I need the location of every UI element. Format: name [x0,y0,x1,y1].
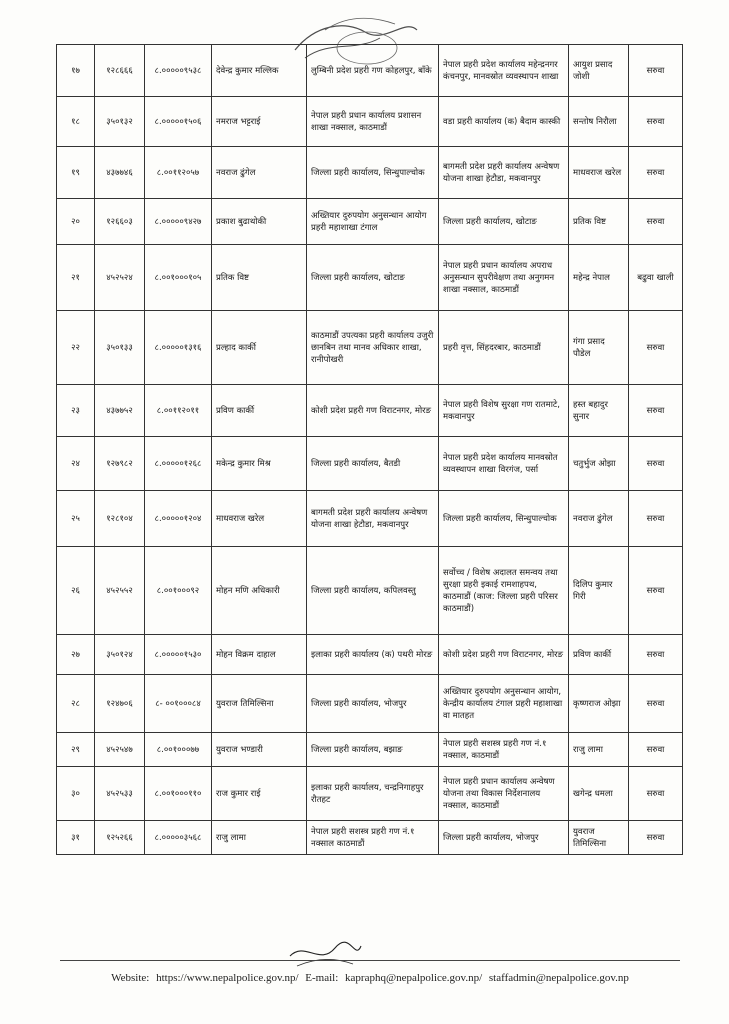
replacement-name-cell: आयुश प्रसाद जोशी [569,45,629,97]
employee-name-cell: राजु लामा [212,821,307,855]
table-row [57,385,683,437]
footer-website-link[interactable]: https://www.nepalpolice.gov.np/ [156,972,299,984]
to-office-cell: नेपाल प्रहरी विशेष सुरक्षा गण रातमाटे, मकवानपुर [439,385,569,437]
employee-id-cell: ४५२५२४ [95,245,145,311]
employee-name-cell: मोहन मणि अधिकारी [212,547,307,635]
to-office-cell: कोशी प्रदेश प्रहरी गण विराटनगर, मोरङ [439,635,569,675]
action-type-cell: सरुवा [629,147,683,199]
employee-name-cell: युवराज तिमिल्सिना [212,675,307,733]
to-office-cell: नेपाल प्रहरी प्रधान कार्यालय अपराध अनुसन्धान सुपरीवेक्षण तथा अनुगमन शाखा नक्साल, काठमाडौं [439,245,569,311]
table-row [57,733,683,767]
from-office-cell: लुम्बिनी प्रदेश प्रहरी गण कोहलपुर, बाँके [307,45,439,97]
signature-image [285,936,365,976]
to-office-cell: नेपाल प्रहरी प्रदेश कार्यालय महेन्द्रनगर कंचनपुर, मानवस्रोत व्यवस्थापन शाखा [439,45,569,97]
serial-number-cell: २२ [57,311,95,385]
employee-id-cell: १२४७०६ [95,675,145,733]
to-office-cell: जिल्ला प्रहरी कार्यालय, सिन्धुपाल्चोक [439,491,569,547]
action-type-cell: सरुवा [629,491,683,547]
employee-name-cell: प्रविण कार्की [212,385,307,437]
employee-name-cell: प्रतिक विष्ट [212,245,307,311]
footer-email-label: E-mail: [305,972,339,984]
to-office-cell: जिल्ला प्रहरी कार्यालय, भोजपुर [439,821,569,855]
code-number-cell: ८.०००००१५०६ [145,97,212,147]
serial-number-cell: २४ [57,437,95,491]
to-office-cell: प्रहरी वृत्त, सिंहदरबार, काठमाडौं [439,311,569,385]
replacement-name-cell: प्रतिक विष्ट [569,199,629,245]
action-type-cell: सरुवा [629,635,683,675]
code-number-cell: ८- ००१०००८४ [145,675,212,733]
table-row [57,437,683,491]
employee-id-cell: ३५०१३३ [95,311,145,385]
action-type-cell: सरुवा [629,675,683,733]
code-number-cell: ८.०००००१३१६ [145,311,212,385]
replacement-name-cell: युवराज तिमिल्सिना [569,821,629,855]
replacement-name-cell: राजु लामा [569,733,629,767]
serial-number-cell: १८ [57,97,95,147]
footer-divider [60,960,680,961]
action-type-cell: सरुवा [629,45,683,97]
from-office-cell: नेपाल प्रहरी सशस्त्र प्रहरी गण नं.१ नक्साल काठमाडौं [307,821,439,855]
code-number-cell: ८.०००००१२६८ [145,437,212,491]
action-type-cell: सरुवा [629,311,683,385]
to-office-cell: वडा प्रहरी कार्यालय (क) बैदाम कास्की [439,97,569,147]
action-type-cell: सरुवा [629,767,683,821]
action-type-cell: सरुवा [629,199,683,245]
code-number-cell: ८.००११२०११ [145,385,212,437]
replacement-name-cell: प्रविण कार्की [569,635,629,675]
table-row [57,311,683,385]
serial-number-cell: १९ [57,147,95,199]
action-type-cell: सरुवा [629,821,683,855]
serial-number-cell: २९ [57,733,95,767]
to-office-cell: नेपाल प्रहरी सशस्त्र प्रहरी गण नं.१ नक्साल, काठमाडौं [439,733,569,767]
code-number-cell: ८.०००००९४२७ [145,199,212,245]
footer-label: Website: [111,972,150,984]
table-row [57,147,683,199]
action-type-cell: सरुवा [629,733,683,767]
from-office-cell: अख्तियार दुरुपयोग अनुसन्धान आयोग प्रहरी महाशाखा टंगाल [307,199,439,245]
from-office-cell: जिल्ला प्रहरी कार्यालय, सिन्धुपाल्चोक [307,147,439,199]
to-office-cell: जिल्ला प्रहरी कार्यालय, खोटाङ [439,199,569,245]
table-row [57,767,683,821]
to-office-cell: नेपाल प्रहरी प्रदेश कार्यालय मानवस्रोत व्यवस्थापन शाखा विरगंज, पर्सा [439,437,569,491]
employee-name-cell: नमराज भट्टराई [212,97,307,147]
from-office-cell: जिल्ला प्रहरी कार्यालय, कपिलवस्तु [307,547,439,635]
code-number-cell: ८.००१०००११० [145,767,212,821]
replacement-name-cell: सन्तोष निरौला [569,97,629,147]
table-row [57,97,683,147]
replacement-name-cell: खगेन्द्र धमला [569,767,629,821]
to-office-cell: बागमती प्रदेश प्रहरी कार्यालय अन्वेषण योजना शाखा हेटौडा, मकवानपुर [439,147,569,199]
employee-id-cell: ४५२५४७ [95,733,145,767]
serial-number-cell: २१ [57,245,95,311]
employee-id-cell: १२८१०४ [95,491,145,547]
employee-name-cell: नवराज ढुंगेल [212,147,307,199]
table-row [57,547,683,635]
code-number-cell: ८.०००००१५३० [145,635,212,675]
employee-id-cell: १२७९८२ [95,437,145,491]
employee-name-cell: युवराज भण्डारी [212,733,307,767]
serial-number-cell: २५ [57,491,95,547]
serial-number-cell: २३ [57,385,95,437]
table-row [57,491,683,547]
action-type-cell: सरुवा [629,547,683,635]
action-type-cell: सरुवा [629,437,683,491]
replacement-name-cell: कृष्णराज ओझा [569,675,629,733]
replacement-name-cell: नवराज ढुंगेल [569,491,629,547]
code-number-cell: ८.०००००९५३८ [145,45,212,97]
employee-id-cell: ४५२५५२ [95,547,145,635]
employee-id-cell: ३५०१३२ [95,97,145,147]
to-office-cell: सर्वोच्च / विशेष अदालत समन्वय तथा सुरक्षा प्रहरी इकाई रामशाहपथ, काठमाडौं (काज: जिल्ला प्रहरी परिसर काठमाडौं) [439,547,569,635]
action-type-cell: सरुवा [629,97,683,147]
from-office-cell: इलाका प्रहरी कार्यालय (क) पथरी मोरङ [307,635,439,675]
replacement-name-cell: दिलिप कुमार गिरी [569,547,629,635]
footer-email-link-1[interactable]: kapraphq@nepalpolice.gov.np/ [345,972,483,984]
serial-number-cell: २० [57,199,95,245]
to-office-cell: अख्तियार दुरुपयोग अनुसन्धान आयोग, केन्द्रीय कार्यालय टंगाल प्रहरी महाशाखा वा मातहत [439,675,569,733]
employee-id-cell: ४३७७४६ [95,147,145,199]
employee-id-cell: १२५२६६ [95,821,145,855]
from-office-cell: जिल्ला प्रहरी कार्यालय, खोटाङ [307,245,439,311]
from-office-cell: जिल्ला प्रहरी कार्यालय, बैतडी [307,437,439,491]
employee-name-cell: देवेन्द्र कुमार मल्लिक [212,45,307,97]
from-office-cell: नेपाल प्रहरी प्रधान कार्यालय प्रशासन शाखा नक्साल, काठमाडौं [307,97,439,147]
table-row [57,199,683,245]
employee-id-cell: १२६६०३ [95,199,145,245]
from-office-cell: बागमती प्रदेश प्रहरी कार्यालय अन्वेषण योजना शाखा हेटौडा, मकवानपुर [307,491,439,547]
code-number-cell: ८.०००००१२०४ [145,491,212,547]
serial-number-cell: ३० [57,767,95,821]
replacement-name-cell: गंगा प्रसाद पौडेल [569,311,629,385]
employee-name-cell: मकेन्द्र कुमार मिश्र [212,437,307,491]
serial-number-cell: ३१ [57,821,95,855]
table-row [57,675,683,733]
employee-id-cell: ४५२५३३ [95,767,145,821]
employee-name-cell: माधवराज खरेल [212,491,307,547]
replacement-name-cell: चतुर्भुज ओझा [569,437,629,491]
from-office-cell: जिल्ला प्रहरी कार्यालय, भोजपुर [307,675,439,733]
employee-name-cell: मोहन विक्रम दाहाल [212,635,307,675]
employee-id-cell: १२८६६६ [95,45,145,97]
footer-email-link-2[interactable]: staffadmin@nepalpolice.gov.np [488,972,629,984]
serial-number-cell: २८ [57,675,95,733]
serial-number-cell: १७ [57,45,95,97]
table-row [57,635,683,675]
serial-number-cell: २७ [57,635,95,675]
employee-name-cell: प्रकाश बुढाथोकी [212,199,307,245]
replacement-name-cell: माधवराज खरेल [569,147,629,199]
code-number-cell: ८.००१०००९२ [145,547,212,635]
replacement-name-cell: हस्त बहादुर सुनार [569,385,629,437]
from-office-cell: इलाका प्रहरी कार्यालय, चन्द्रनिगाहपुर रौतहट [307,767,439,821]
action-type-cell: बढुवा खाली [629,245,683,311]
code-number-cell: ८.००१०००७७ [145,733,212,767]
to-office-cell: नेपाल प्रहरी प्रधान कार्यालय अन्वेषण योजना तथा विकास निर्देशनालय नक्साल, काठमाडौं [439,767,569,821]
employee-id-cell: ४३७७५२ [95,385,145,437]
serial-number-cell: २६ [57,547,95,635]
employee-name-cell: प्रल्हाद कार्की [212,311,307,385]
from-office-cell: जिल्ला प्रहरी कार्यालय, बझाङ [307,733,439,767]
employee-id-cell: ३५०१२४ [95,635,145,675]
action-type-cell: सरुवा [629,385,683,437]
from-office-cell: काठमाडौं उपत्यका प्रहरी कार्यालय उजुरी छानबिन तथा मानव अधिकार शाखा, रानीपोखरी [307,311,439,385]
employee-name-cell: राज कुमार राई [212,767,307,821]
table-row [57,245,683,311]
table-row [57,45,683,97]
code-number-cell: ८.०००००३५६८ [145,821,212,855]
replacement-name-cell: महेन्द्र नेपाल [569,245,629,311]
table-row [57,821,683,855]
code-number-cell: ८.००११२०५७ [145,147,212,199]
from-office-cell: कोशी प्रदेश प्रहरी गण विराटनगर, मोरङ [307,385,439,437]
code-number-cell: ८.००१०००१०५ [145,245,212,311]
page-footer [60,972,680,984]
transfer-table [56,44,683,855]
